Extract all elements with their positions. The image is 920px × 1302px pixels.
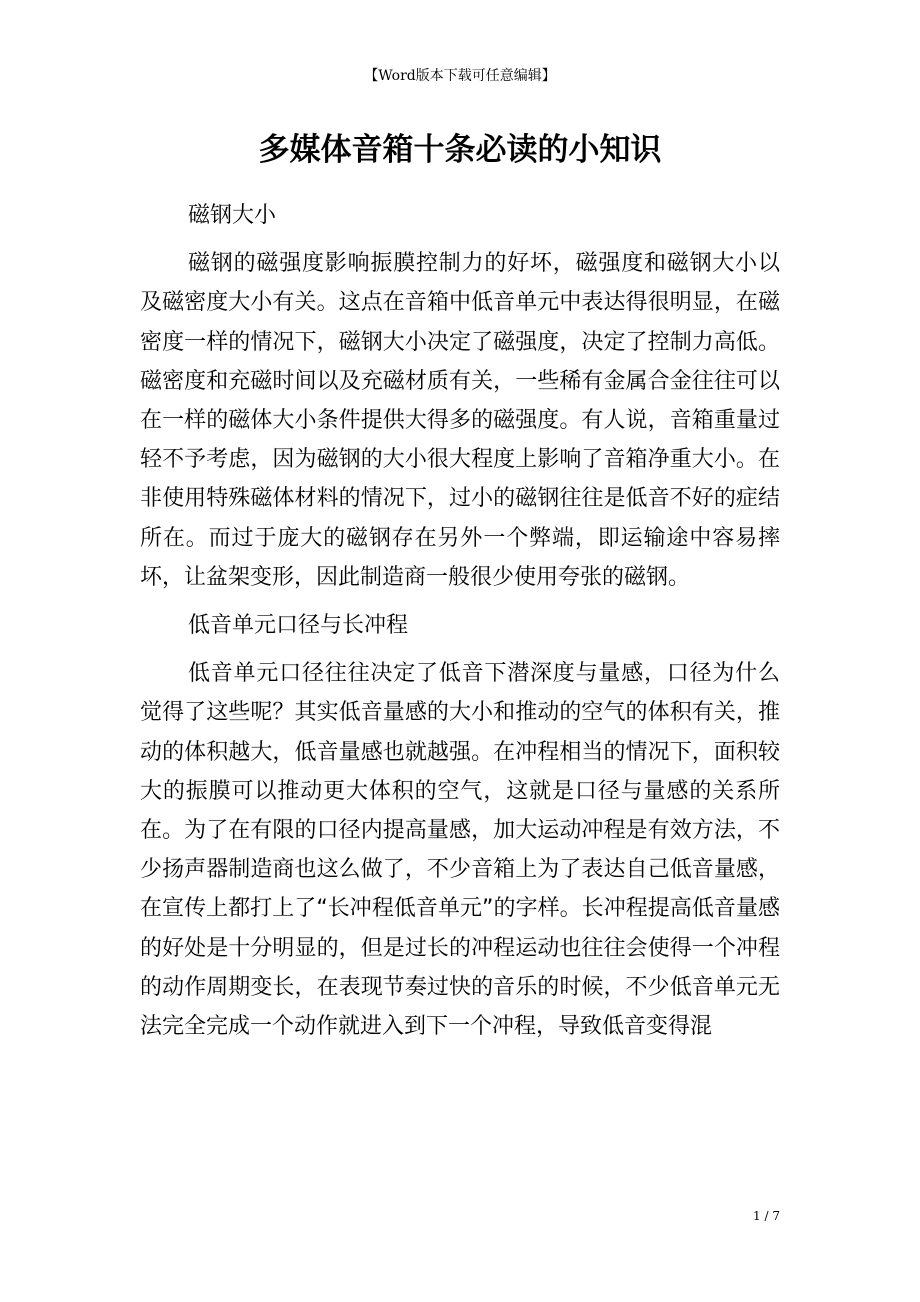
page-header: 【Word版本下载可任意编辑】	[364, 68, 556, 84]
section-heading-woofer-diameter: 低音单元口径与长冲程	[188, 613, 409, 639]
section-heading-magnet-size: 磁钢大小	[188, 203, 277, 228]
section-paragraph-woofer-diameter: 低音单元口径往往决定了低音下潜深度与量感，口径为什么觉得了这些呢？其实低音量感的大小和推动的空气的体积有关，推动的体积越大，低音量感也就越强。在冲程相当的情况下，面积较大的振膜可以推动更大体积的空气，这就是口径与量感的关系所在。为了在有限的口径内提高量感，加大运动冲程是有效方法，不少扬声器制造商也这么做了，不少音箱上为了表达自己低音量感，在宣传上都打上了“长冲程低音单元”的字样。长冲程提高低音量感的好处是十分明显的，但是过长的冲程运动也往往会使得一个冲程的动作周期变长，在表现节奏过快的音乐的时候，不少低音单元无法完全完成一个动作就进入到下一个冲程，导致低音变得混	[140, 661, 780, 1040]
document-body	[140, 196, 780, 1055]
section-paragraph-magnet-size: 磁钢的磁强度影响振膜控制力的好坏，磁强度和磁钢大小以及磁密度大小有关。这点在音箱中低音单元中表达得很明显，在磁密度一样的情况下，磁钢大小决定了磁强度，决定了控制力高低。磁密度和充磁时间以及充磁材质有关，一些稀有金属合金往往可以在一样的磁体大小条件提供大得多的磁强度。有人说，音箱重量过轻不予考虑，因为磁钢的大小很大程度上影响了音箱净重大小。在非使用特殊磁体材料的情况下，过小的磁钢往往是低音不好的症结所在。而过于庞大的磁钢存在另外一个弊端，即运输途中容易摔坏，让盆架变形，因此制造商一般很少使用夸张的磁钢。	[140, 251, 780, 590]
document-title: 多媒体音箱十条必读的小知识	[258, 132, 662, 168]
page-number: 1 / 7	[753, 1209, 780, 1223]
